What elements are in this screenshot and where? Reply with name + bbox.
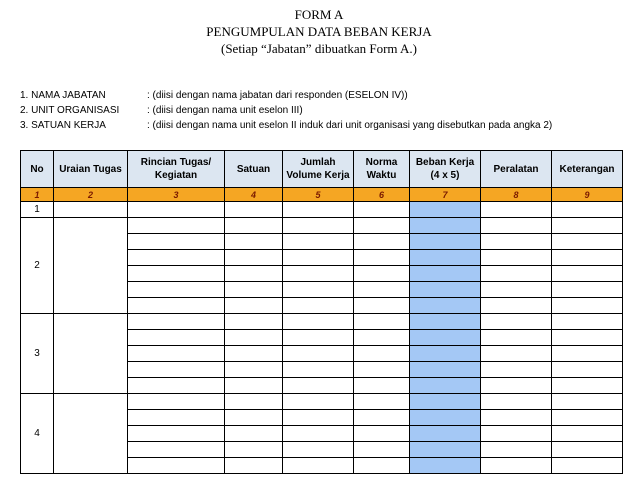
table-cell[interactable] xyxy=(552,330,623,346)
table-cell[interactable] xyxy=(225,250,283,266)
table-cell[interactable] xyxy=(283,394,354,410)
column-number: 9 xyxy=(552,188,623,202)
row-number: 1 xyxy=(21,202,54,218)
table-row xyxy=(21,218,623,234)
table-cell[interactable] xyxy=(481,330,552,346)
beban-kerja-cell[interactable] xyxy=(410,442,481,458)
info-value: : (diisi dengan nama jabatan dari responden (ESELON IV)) xyxy=(147,90,408,101)
beban-kerja-cell[interactable] xyxy=(410,458,481,474)
table-cell[interactable] xyxy=(225,410,283,426)
table-cell[interactable] xyxy=(283,458,354,474)
table-header-row xyxy=(21,151,623,188)
table-cell[interactable] xyxy=(283,410,354,426)
table-cell[interactable] xyxy=(283,202,354,218)
table-cell[interactable] xyxy=(354,202,410,218)
beban-kerja-cell[interactable] xyxy=(410,346,481,362)
table-cell[interactable] xyxy=(128,250,225,266)
info-row-unit xyxy=(20,103,552,118)
table-cell[interactable] xyxy=(283,330,354,346)
table-cell[interactable] xyxy=(552,426,623,442)
table-cell[interactable] xyxy=(283,426,354,442)
table-cell[interactable] xyxy=(354,394,410,410)
header-jumlah-volume: Jumlah Volume Kerja xyxy=(283,151,354,188)
info-label: 2. UNIT ORGANISASI xyxy=(20,105,120,116)
table-cell[interactable] xyxy=(481,202,552,218)
table-cell[interactable] xyxy=(354,378,410,394)
table-cell[interactable] xyxy=(283,218,354,234)
table-cell[interactable] xyxy=(354,362,410,378)
table-cell[interactable] xyxy=(225,202,283,218)
form-title: FORM A xyxy=(294,7,344,22)
table-cell[interactable] xyxy=(225,442,283,458)
row-number: 3 xyxy=(21,314,54,394)
header-keterangan: Keterangan xyxy=(552,151,623,188)
row-number: 2 xyxy=(21,218,54,314)
info-row-satuan xyxy=(20,118,552,133)
column-number: 3 xyxy=(128,188,225,202)
table-cell[interactable] xyxy=(552,346,623,362)
table-cell[interactable] xyxy=(481,282,552,298)
beban-kerja-cell[interactable] xyxy=(410,410,481,426)
table-cell[interactable] xyxy=(552,250,623,266)
table-cell[interactable] xyxy=(354,426,410,442)
beban-kerja-cell[interactable] xyxy=(410,298,481,314)
table-cell[interactable] xyxy=(283,346,354,362)
table-cell[interactable] xyxy=(552,362,623,378)
table-cell[interactable] xyxy=(225,234,283,250)
table-cell[interactable] xyxy=(552,410,623,426)
table-cell[interactable] xyxy=(552,218,623,234)
column-number: 7 xyxy=(410,188,481,202)
table-cell[interactable] xyxy=(283,250,354,266)
info-label: 1. NAMA JABATAN xyxy=(20,90,106,101)
table-cell[interactable] xyxy=(128,266,225,282)
beban-kerja-cell[interactable] xyxy=(410,234,481,250)
table-cell[interactable] xyxy=(128,282,225,298)
table-cell[interactable] xyxy=(481,266,552,282)
table-cell[interactable] xyxy=(128,442,225,458)
table-cell[interactable] xyxy=(128,410,225,426)
table-cell[interactable] xyxy=(128,458,225,474)
beban-kerja-cell[interactable] xyxy=(410,378,481,394)
table-cell[interactable] xyxy=(283,362,354,378)
table-cell[interactable] xyxy=(354,218,410,234)
beban-kerja-cell[interactable] xyxy=(410,266,481,282)
beban-kerja-cell[interactable] xyxy=(410,426,481,442)
table-cell[interactable] xyxy=(128,330,225,346)
table-row xyxy=(21,202,623,218)
table-cell[interactable] xyxy=(128,234,225,250)
table-cell[interactable] xyxy=(283,314,354,330)
header-rincian-tugas: Rincian Tugas/ Kegiatan xyxy=(128,151,225,188)
column-number: 2 xyxy=(54,188,128,202)
table-cell[interactable] xyxy=(552,394,623,410)
header-beban-kerja: Beban Kerja (4 x 5) xyxy=(410,151,481,188)
table-cell[interactable] xyxy=(225,346,283,362)
table-cell[interactable] xyxy=(128,202,225,218)
table-cell[interactable] xyxy=(283,266,354,282)
beban-kerja-cell[interactable] xyxy=(410,218,481,234)
table-cell[interactable] xyxy=(481,298,552,314)
header-norma-waktu: Norma Waktu xyxy=(354,151,410,188)
table-cell[interactable] xyxy=(225,298,283,314)
table-cell[interactable] xyxy=(552,282,623,298)
table-cell[interactable] xyxy=(128,378,225,394)
table-cell[interactable] xyxy=(283,378,354,394)
table-cell[interactable] xyxy=(283,282,354,298)
table-cell[interactable] xyxy=(225,266,283,282)
table-cell[interactable] xyxy=(552,442,623,458)
table-cell[interactable] xyxy=(225,314,283,330)
table-cell[interactable] xyxy=(552,378,623,394)
table-cell[interactable] xyxy=(552,298,623,314)
workload-table xyxy=(20,150,623,474)
table-cell[interactable] xyxy=(354,458,410,474)
beban-kerja-cell[interactable] xyxy=(410,282,481,298)
beban-kerja-cell[interactable] xyxy=(410,202,481,218)
table-cell[interactable] xyxy=(481,234,552,250)
table-cell[interactable] xyxy=(225,378,283,394)
table-cell[interactable] xyxy=(128,394,225,410)
column-number: 1 xyxy=(21,188,54,202)
table-cell[interactable] xyxy=(354,442,410,458)
row-number: 4 xyxy=(21,394,54,474)
info-block xyxy=(20,88,552,133)
beban-kerja-cell[interactable] xyxy=(410,250,481,266)
table-cell[interactable] xyxy=(354,298,410,314)
table-row xyxy=(21,394,623,410)
table-cell[interactable] xyxy=(128,298,225,314)
uraian-tugas-cell[interactable] xyxy=(54,314,128,394)
table-body xyxy=(21,202,623,474)
table-cell[interactable] xyxy=(552,458,623,474)
table-cell[interactable] xyxy=(225,218,283,234)
table-cell[interactable] xyxy=(481,250,552,266)
column-number: 8 xyxy=(481,188,552,202)
form-note: (Setiap “Jabatan” dibuatkan Form A.) xyxy=(220,41,418,56)
table-cell[interactable] xyxy=(354,410,410,426)
table-cell[interactable] xyxy=(481,346,552,362)
table-cell[interactable] xyxy=(128,426,225,442)
table-cell[interactable] xyxy=(552,314,623,330)
table-cell[interactable] xyxy=(354,234,410,250)
info-row-jabatan xyxy=(20,88,552,103)
table-cell[interactable] xyxy=(481,378,552,394)
table-cell[interactable] xyxy=(283,234,354,250)
table-cell[interactable] xyxy=(481,458,552,474)
column-number: 5 xyxy=(283,188,354,202)
beban-kerja-cell[interactable] xyxy=(410,362,481,378)
column-number-row xyxy=(21,188,623,202)
table-cell[interactable] xyxy=(225,426,283,442)
header-satuan: Satuan xyxy=(225,151,283,188)
table-cell[interactable] xyxy=(481,410,552,426)
form-subtitle: PENGUMPULAN DATA BEBAN KERJA xyxy=(206,24,432,39)
table-cell[interactable] xyxy=(354,250,410,266)
table-cell[interactable] xyxy=(128,218,225,234)
table-cell[interactable] xyxy=(225,458,283,474)
table-cell[interactable] xyxy=(552,266,623,282)
table-cell[interactable] xyxy=(354,282,410,298)
table-cell[interactable] xyxy=(552,202,623,218)
table-cell[interactable] xyxy=(354,330,410,346)
table-cell[interactable] xyxy=(481,394,552,410)
table-cell[interactable] xyxy=(354,266,410,282)
info-value: : (diisi dengan nama unit eselon III) xyxy=(147,105,303,116)
table-cell[interactable] xyxy=(354,314,410,330)
table-cell[interactable] xyxy=(481,314,552,330)
table-cell[interactable] xyxy=(128,346,225,362)
table-cell[interactable] xyxy=(225,282,283,298)
header-no: No xyxy=(21,151,54,188)
beban-kerja-cell[interactable] xyxy=(410,394,481,410)
table-cell[interactable] xyxy=(481,218,552,234)
table-cell[interactable] xyxy=(481,426,552,442)
table-cell[interactable] xyxy=(225,330,283,346)
uraian-tugas-cell[interactable] xyxy=(54,394,128,474)
table-cell[interactable] xyxy=(283,442,354,458)
table-cell[interactable] xyxy=(283,298,354,314)
table-cell[interactable] xyxy=(354,346,410,362)
header-peralatan: Peralatan xyxy=(481,151,552,188)
info-value: : (diisi dengan nama unit eselon II induk dari unit organisasi yang disebutkan pada angka 2) xyxy=(147,120,553,131)
beban-kerja-cell[interactable] xyxy=(410,314,481,330)
table-cell[interactable] xyxy=(481,442,552,458)
info-label: 3. SATUAN KERJA xyxy=(20,120,106,131)
column-number: 6 xyxy=(354,188,410,202)
table-cell[interactable] xyxy=(225,362,283,378)
header-uraian-tugas: Uraian Tugas xyxy=(54,151,128,188)
table-cell[interactable] xyxy=(225,394,283,410)
column-number: 4 xyxy=(225,188,283,202)
table-row xyxy=(21,314,623,330)
uraian-tugas-cell[interactable] xyxy=(54,218,128,314)
form-title-block xyxy=(0,6,638,57)
table-cell[interactable] xyxy=(128,362,225,378)
table-cell[interactable] xyxy=(128,314,225,330)
table-cell[interactable] xyxy=(552,234,623,250)
table-cell[interactable] xyxy=(481,362,552,378)
table-cell[interactable] xyxy=(54,202,128,218)
beban-kerja-cell[interactable] xyxy=(410,330,481,346)
